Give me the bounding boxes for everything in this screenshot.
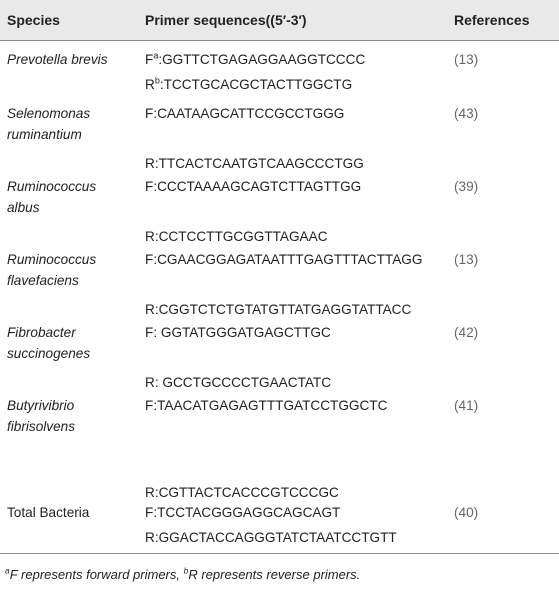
forward-primer-sequence bbox=[145, 103, 344, 124]
reverse-primer-bases: :TTCACTCAATGTCAAGCCCTGG bbox=[154, 156, 364, 171]
reverse-primer-sequence bbox=[145, 74, 352, 95]
species-name bbox=[7, 502, 89, 523]
header-species: Species bbox=[7, 12, 60, 28]
forward-primer-prefix: F bbox=[145, 398, 154, 413]
forward-primer-prefix: F bbox=[145, 106, 154, 121]
reverse-primer-prefix: R bbox=[145, 156, 155, 171]
species-name bbox=[7, 49, 108, 70]
reference-citation: (13) bbox=[454, 52, 479, 67]
reverse-primer-sequence bbox=[145, 372, 331, 393]
reverse-primer-prefix: R bbox=[145, 530, 155, 545]
species-name-line: fibrisolvens bbox=[7, 419, 75, 434]
forward-primer-sequence bbox=[145, 322, 331, 343]
reverse-primer-prefix: R bbox=[145, 302, 155, 317]
footnote-text-a: F represents forward primers, bbox=[9, 567, 184, 582]
species-name-line: Total Bacteria bbox=[7, 505, 90, 520]
forward-primer-prefix: F bbox=[145, 252, 154, 267]
forward-primer-prefix: F bbox=[145, 52, 154, 67]
reverse-primer-prefix: R bbox=[145, 229, 155, 244]
reference-citation: (43) bbox=[454, 106, 479, 121]
species-name-line: Ruminococcus bbox=[7, 252, 97, 267]
species-name-line: albus bbox=[7, 200, 40, 215]
species-name-line: Selenomonas bbox=[7, 106, 91, 121]
reverse-primer-bases: :CCTCCTTGCGGTTAGAAC bbox=[154, 229, 328, 244]
forward-primer-bases: :CAATAAGCATTCCGCCTGGG bbox=[153, 106, 345, 121]
header-divider bbox=[0, 40, 559, 41]
table-bottom-rule bbox=[0, 553, 559, 554]
species-name-line: Fibrobacter bbox=[7, 325, 76, 340]
forward-primer-bases: :CGAACGGAGATAATTTGAGTTTACTTAGG bbox=[153, 252, 423, 267]
forward-primer-sequence bbox=[145, 249, 422, 270]
reference-citation: (39) bbox=[454, 179, 479, 194]
species-name-line: ruminantium bbox=[7, 127, 82, 142]
reverse-primer-bases: :CGGTCTCTGTATGTTATGAGGTATTACC bbox=[154, 302, 412, 317]
header-primer-sequences: Primer sequences((5′-3′) bbox=[145, 12, 307, 28]
reverse-primer-sequence bbox=[145, 226, 328, 247]
forward-primer-bases: : GGTATGGGATGAGCTTGC bbox=[153, 325, 331, 340]
reverse-primer-sequence bbox=[145, 527, 397, 548]
footnote-text-b: R represents reverse primers. bbox=[188, 567, 361, 582]
species-name-line: Prevotella brevis bbox=[7, 52, 108, 67]
species-name bbox=[7, 322, 90, 364]
forward-primer-sequence bbox=[145, 395, 387, 416]
footnote-sup-a: a bbox=[5, 565, 10, 576]
species-name bbox=[7, 103, 90, 145]
reverse-primer-sequence bbox=[145, 299, 411, 320]
reverse-primer-prefix: R bbox=[145, 485, 155, 500]
forward-primer-bases: :TCCTACGGGAGGCAGCAGT bbox=[153, 505, 341, 520]
reference-citation: (13) bbox=[454, 252, 479, 267]
species-name bbox=[7, 395, 75, 437]
species-name-line: flavefaciens bbox=[7, 273, 79, 288]
forward-primer-bases: :GGTTCTGAGAGGAAGGTCCCC bbox=[158, 52, 366, 67]
forward-primer-footnote-marker: a bbox=[153, 50, 159, 61]
reference-citation: (40) bbox=[454, 505, 479, 520]
forward-primer-sequence bbox=[145, 49, 365, 70]
species-name bbox=[7, 249, 96, 291]
table-footnote bbox=[5, 567, 360, 582]
forward-primer-prefix: F bbox=[145, 505, 154, 520]
header-references: References bbox=[454, 12, 530, 28]
reverse-primer-bases: :CGTTACTCACCCGTCCCGC bbox=[154, 485, 339, 500]
reverse-primer-bases: :GGACTACCAGGGTATCTAATCCTGTT bbox=[154, 530, 397, 545]
reference-citation: (41) bbox=[454, 398, 479, 413]
reverse-primer-prefix: R bbox=[145, 77, 155, 92]
reverse-primer-prefix: R bbox=[145, 375, 155, 390]
species-name-line: Ruminococcus bbox=[7, 179, 97, 194]
species-name-line: Butyrivibrio bbox=[7, 398, 75, 413]
reverse-primer-bases: :TCCTGCACGCTACTTGGCTG bbox=[159, 77, 353, 92]
species-name bbox=[7, 176, 96, 218]
forward-primer-prefix: F bbox=[145, 179, 154, 194]
reverse-primer-footnote-marker: b bbox=[154, 75, 160, 86]
footnote-sup-b: b bbox=[183, 565, 189, 576]
reverse-primer-sequence bbox=[145, 482, 339, 503]
forward-primer-sequence bbox=[145, 176, 361, 197]
species-name-line: succinogenes bbox=[7, 346, 91, 361]
table-header-row bbox=[0, 0, 559, 40]
forward-primer-prefix: F bbox=[145, 325, 154, 340]
forward-primer-bases: :CCCTAAAAGCAGTCTTAGTTGG bbox=[153, 179, 362, 194]
reverse-primer-bases: : GCCTGCCCCTGAACTATC bbox=[154, 375, 332, 390]
forward-primer-sequence bbox=[145, 502, 340, 523]
forward-primer-bases: :TAACATGAGAGTTTGATCCTGGCTC bbox=[153, 398, 388, 413]
reverse-primer-sequence bbox=[145, 153, 364, 174]
reference-citation: (42) bbox=[454, 325, 479, 340]
